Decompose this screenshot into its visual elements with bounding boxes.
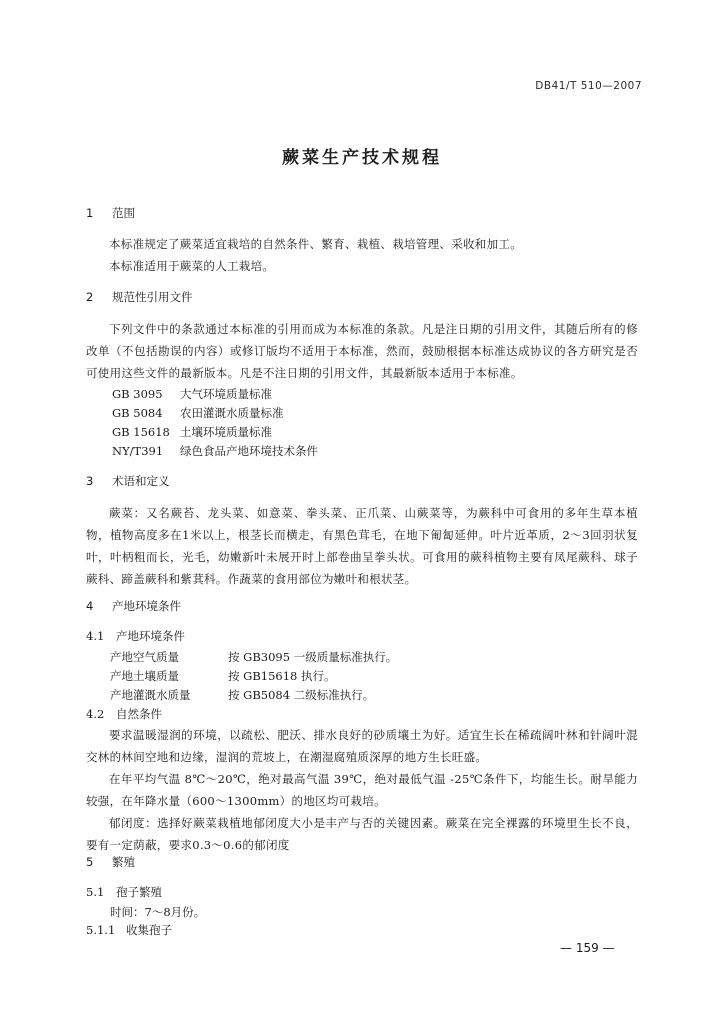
subsection-number: 5.1 <box>86 885 105 899</box>
standard-number: DB41/T 510—2007 <box>535 80 642 92</box>
normative-intro: 下列文件中的条款通过本标准的引用而成为本标准的条款。凡是注日期的引用文件，其随后所有的修改单（不包括勘误的内容）或修订版均不适用于本标准，然而，鼓励根据本标准达成协议的各方研究是否可使用这些文件的最新版本。凡是不注日期的引用文件，其最新版本适用于本标准。 <box>86 322 638 380</box>
section-number: 1 <box>86 206 94 220</box>
section-title: 繁殖 <box>112 855 135 869</box>
section-title: 术语和定义 <box>112 474 170 488</box>
subsection-number: 4.2 <box>86 707 105 721</box>
scope-paragraph-2: 本标准适用于蕨菜的人工栽培。 <box>109 259 275 273</box>
section-number: 4 <box>86 599 94 613</box>
reference-row <box>112 424 272 440</box>
subsection-title: 产地环境条件 <box>116 629 185 643</box>
subsection-5-1-heading <box>86 883 162 901</box>
subsection-4-2-heading <box>86 705 162 723</box>
subsection-title: 孢子繁殖 <box>116 885 162 899</box>
natural-conditions-paragraph-2: 在年平均气温 8℃～20℃，绝对最高气温 39℃，绝对最低气温 -25℃条件下，均能生长。耐旱能力较强，在年降水量（600～1300mm）的地区均可栽培。 <box>86 772 638 808</box>
reference-name: 农田灌溉水质量标准 <box>180 406 284 420</box>
section-5-heading <box>86 853 135 871</box>
subsection-title: 收集孢子 <box>126 923 172 937</box>
reference-row <box>112 386 272 402</box>
subsection-5-1-1-heading <box>86 921 172 939</box>
section-title: 规范性引用文件 <box>112 290 193 304</box>
condition-value: 按 GB5084 二级标准执行。 <box>228 688 375 702</box>
terms-paragraph: 蕨菜：又名蕨苔、龙头菜、如意菜、拳头菜、正爪菜、山蕨菜等，为蕨科中可食用的多年生草本植物，植物高度多在1米以上，根茎长而横走，有黑色茸毛，在地下匍匐延伸。叶片近革质，2～3回羽状复叶，叶柄粗而长，光毛，幼嫩新叶未展开时上部卷曲呈拳头状。可食用的蕨科植物主要有凤尾蕨科、球子蕨科、蹄盖蕨科和紫萁科。作蔬菜的食用部位为嫩叶和根状茎。 <box>86 506 638 586</box>
section-title: 范围 <box>112 206 135 220</box>
condition-label: 产地土壤质量 <box>110 669 179 683</box>
condition-value: 按 GB3095 一级质量标准执行。 <box>228 650 398 664</box>
reference-row <box>112 443 318 459</box>
natural-conditions-paragraph-1: 要求温暖湿润的环境，以疏松、肥沃、排水良好的砂质壤土为好。适宜生长在稀疏阔叶林和针阔叶混交林的林间空地和边缘，湿润的荒坡上，在潮湿腐殖质深厚的地方生长旺盛。 <box>86 728 638 764</box>
subsection-number: 5.1.1 <box>86 923 116 937</box>
section-2-heading <box>86 288 193 306</box>
reference-code: GB 5084 <box>112 406 163 420</box>
natural-conditions-paragraph-3: 郁闭度：选择好蕨菜栽植地郁闭度大小是丰产与否的关键因素。蕨菜在完全裸露的环境里生长不良，要有一定荫蔽，要求0.3～0.6的郁闭度 <box>86 816 638 852</box>
section-number: 3 <box>86 474 94 488</box>
subsection-4-1-heading <box>86 627 185 645</box>
reference-code: NY/T391 <box>112 444 164 458</box>
section-number: 2 <box>86 290 94 304</box>
section-number: 5 <box>86 855 94 869</box>
condition-row <box>110 649 397 665</box>
reference-code: GB 3095 <box>112 387 163 401</box>
reference-name: 大气环境质量标准 <box>180 387 272 401</box>
reference-name: 土壤环境质量标准 <box>180 425 272 439</box>
scope-paragraph-1: 本标准规定了蕨菜适宜栽培的自然条件、繁育、栽植、栽培管理、采收和加工。 <box>109 237 522 251</box>
section-4-heading <box>86 597 181 615</box>
subsection-title: 自然条件 <box>116 707 162 721</box>
section-3-heading <box>86 472 170 490</box>
section-title: 产地环境条件 <box>112 599 181 613</box>
condition-row <box>110 668 336 684</box>
subsection-number: 4.1 <box>86 629 105 643</box>
condition-row <box>110 687 374 703</box>
condition-label: 产地灌溉水质量 <box>110 688 191 702</box>
document-title: 蕨菜生产技术规程 <box>282 148 442 168</box>
reference-name: 绿色食品产地环境技术条件 <box>180 444 318 458</box>
page-number: — 159 — <box>560 941 615 955</box>
propagation-time: 时间：7～8月份。 <box>110 905 206 919</box>
section-1-heading <box>86 204 135 222</box>
condition-label: 产地空气质量 <box>110 650 179 664</box>
condition-value: 按 GB15618 执行。 <box>228 669 336 683</box>
reference-row <box>112 405 284 421</box>
reference-code: GB 15618 <box>112 425 170 439</box>
